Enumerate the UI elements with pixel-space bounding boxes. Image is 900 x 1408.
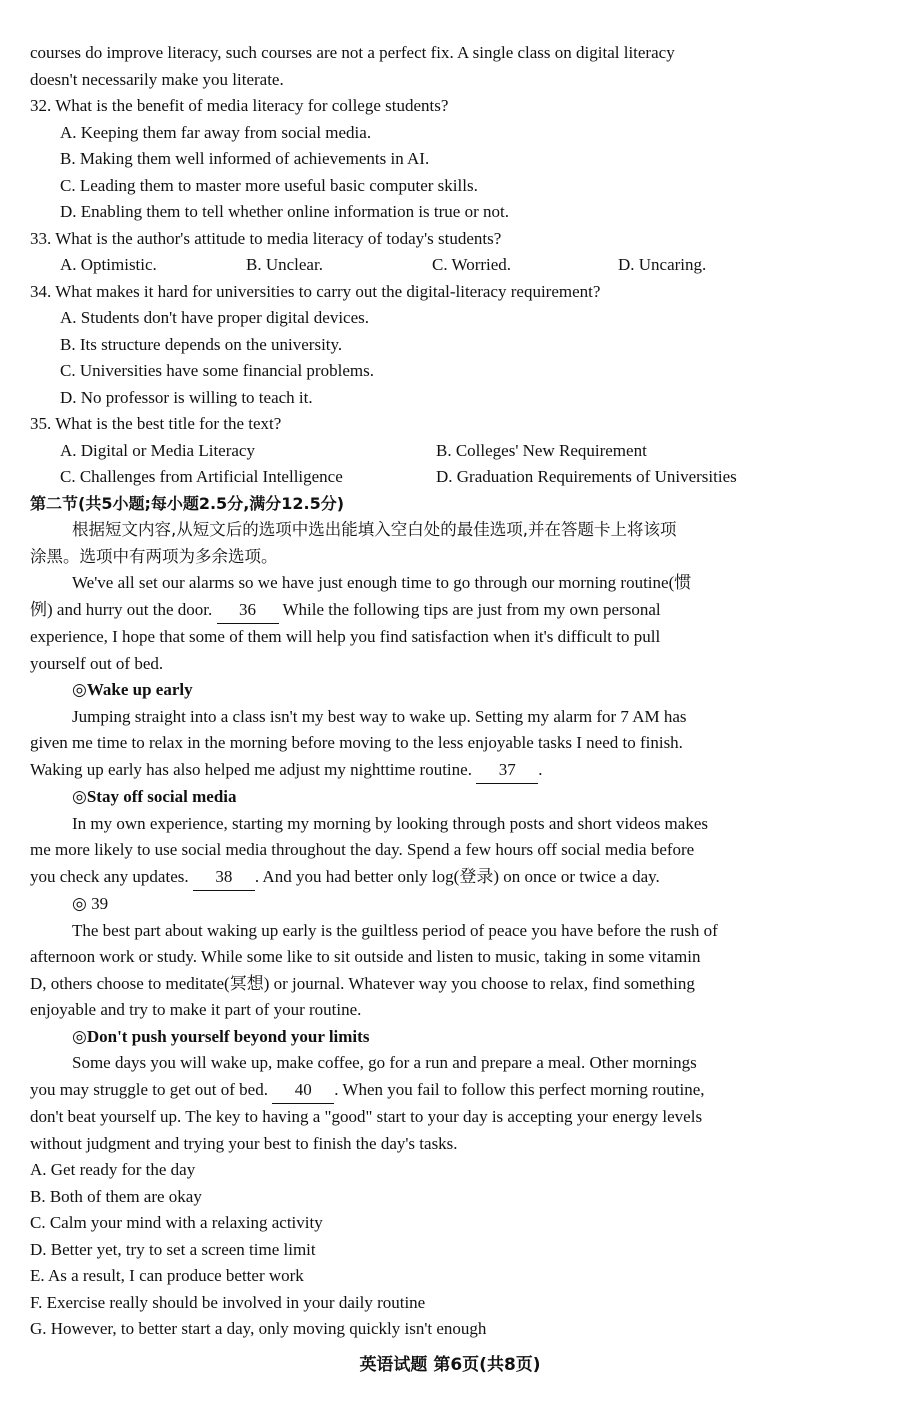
page-footer: 英语试题 第6页(共8页) (359, 1355, 541, 1375)
question-34-option-d: D. No professor is willing to teach it. (60, 387, 313, 407)
passage-line: D, others choose to meditate(冥想) or journal. Whatever way you choose to relax, find something (30, 973, 695, 993)
passage-text: you may struggle to get out of bed. (30, 1079, 268, 1099)
passage-line: The best part about waking up early is the guiltless period of peace you have before the rush of (72, 920, 718, 940)
passage-line: Jumping straight into a class isn't my best way to wake up. Setting my alarm for 7 AM has (72, 706, 687, 726)
section-instruction-line2: 涂黑。选项中有两项为多余选项。 (30, 546, 278, 566)
question-32-option-a: A. Keeping them far away from social media. (60, 122, 372, 142)
section-title: 第二节(共5小题;每小题2.5分,满分12.5分) (30, 493, 345, 513)
choice-a: A. Get ready for the day (30, 1160, 196, 1179)
passage-line (30, 1077, 870, 1105)
passage-line: enjoyable and try to make it part of your routine. (30, 1000, 362, 1019)
blank-40: 40 (272, 1077, 334, 1105)
passage-text: Waking up early has also helped me adjust my nighttime routine. (30, 759, 472, 779)
choice-b: B. Both of them are okay (30, 1186, 202, 1206)
passage-line: without judgment and trying your best to finish the day's tasks. (30, 1133, 458, 1153)
question-33-option-a: A. Optimistic. (60, 255, 157, 274)
heading-wake-up-early: ◎Wake up early (72, 680, 193, 699)
heading-39: ◎ 39 (72, 894, 109, 913)
question-34-option-c: C. Universities have some financial problems. (60, 361, 374, 380)
passage-line: don't beat yourself up. The key to having a "good" start to your day is accepting your energy levels (30, 1107, 703, 1126)
passage-text: While the following tips are just from my own personal (282, 599, 661, 619)
question-33-option-d: D. Uncaring. (618, 255, 707, 274)
intro-line: doesn't necessarily make you literate. (30, 69, 284, 89)
question-35-options-row2 (30, 464, 870, 491)
question-32-stem: 32. What is the benefit of media literacy for college students? (30, 96, 449, 115)
blank-36: 36 (217, 597, 279, 625)
question-32-option-c: C. Leading them to master more useful basic computer skills. (60, 175, 478, 195)
passage-text: 例) and hurry out the door. (30, 599, 213, 619)
question-35-option-d: D. Graduation Requirements of Universities (436, 467, 737, 486)
passage-line: We've all set our alarms so we have just enough time to go through our morning routine(惯 (72, 573, 692, 592)
choice-e: E. As a result, I can produce better work (30, 1266, 304, 1285)
choice-c: C. Calm your mind with a relaxing activity (30, 1213, 323, 1232)
passage-text: . And you had better only log(登录) on once or twice a day. (254, 866, 660, 886)
question-35-stem: 35. What is the best title for the text? (30, 414, 282, 433)
intro-line: courses do improve literacy, such courses are not a perfect fix. A single class on digital literacy (30, 43, 675, 62)
question-32-option-d: D. Enabling them to tell whether online information is true or not. (60, 202, 509, 221)
passage-line: me more likely to use social media throughout the day. Spend a few hours off social media before (30, 840, 695, 859)
question-34-option-b: B. Its structure depends on the university. (60, 334, 343, 354)
choice-g: G. However, to better start a day, only moving quickly isn't enough (30, 1319, 487, 1338)
blank-38: 38 (193, 864, 255, 892)
question-35-option-a: A. Digital or Media Literacy (60, 440, 255, 460)
choice-d: D. Better yet, try to set a screen time limit (30, 1239, 316, 1259)
passage-line: Some days you will wake up, make coffee, go for a run and prepare a meal. Other mornings (72, 1053, 697, 1072)
heading-stay-off-social-media: ◎Stay off social media (72, 787, 237, 806)
question-35-options-row1 (30, 438, 870, 465)
choice-f: F. Exercise really should be involved in your daily routine (30, 1292, 426, 1312)
question-33-option-c: C. Worried. (432, 255, 512, 274)
passage-line: Waking up early has also helped me adjust my nighttime routine. 37 . (30, 757, 870, 785)
passage-line: given me time to relax in the morning before moving to the less enjoyable tasks I need to finish. (30, 733, 683, 752)
passage-line (30, 864, 870, 892)
question-34-option-a: A. Students don't have proper digital devices. (60, 308, 369, 327)
question-33-options (30, 252, 870, 279)
blank-37: 37 (476, 757, 538, 785)
passage-line: afternoon work or study. While some like to sit outside and listen to music, taking in some vitamin (30, 947, 701, 966)
passage-line: experience, I hope that some of them will help you find satisfaction when it's difficult to pull (30, 627, 661, 646)
heading-dont-push-yourself: ◎Don't push yourself beyond your limits (72, 1026, 370, 1046)
question-35-option-c: C. Challenges from Artificial Intelligence (60, 467, 343, 486)
passage-line: yourself out of bed. (30, 653, 164, 673)
passage-text: . When you fail to follow this perfect morning routine, (334, 1079, 705, 1099)
question-33-option-b: B. Unclear. (246, 255, 323, 274)
question-33-stem: 33. What is the author's attitude to media literacy of today's students? (30, 228, 502, 248)
passage-line (30, 597, 870, 625)
section-instruction-line1: 根据短文内容,从短文后的选项中选出能填入空白处的最佳选项,并在答题卡上将该项 (72, 520, 677, 539)
question-34-stem: 34. What makes it hard for universities to carry out the digital-literacy requirement? (30, 281, 601, 301)
exam-page (30, 40, 870, 1343)
question-32-option-b: B. Making them well informed of achievements in AI. (60, 149, 430, 168)
passage-line: In my own experience, starting my morning by looking through posts and short videos makes (72, 813, 708, 833)
passage-text: you check any updates. (30, 866, 189, 886)
question-35-option-b: B. Colleges' New Requirement (436, 440, 647, 460)
